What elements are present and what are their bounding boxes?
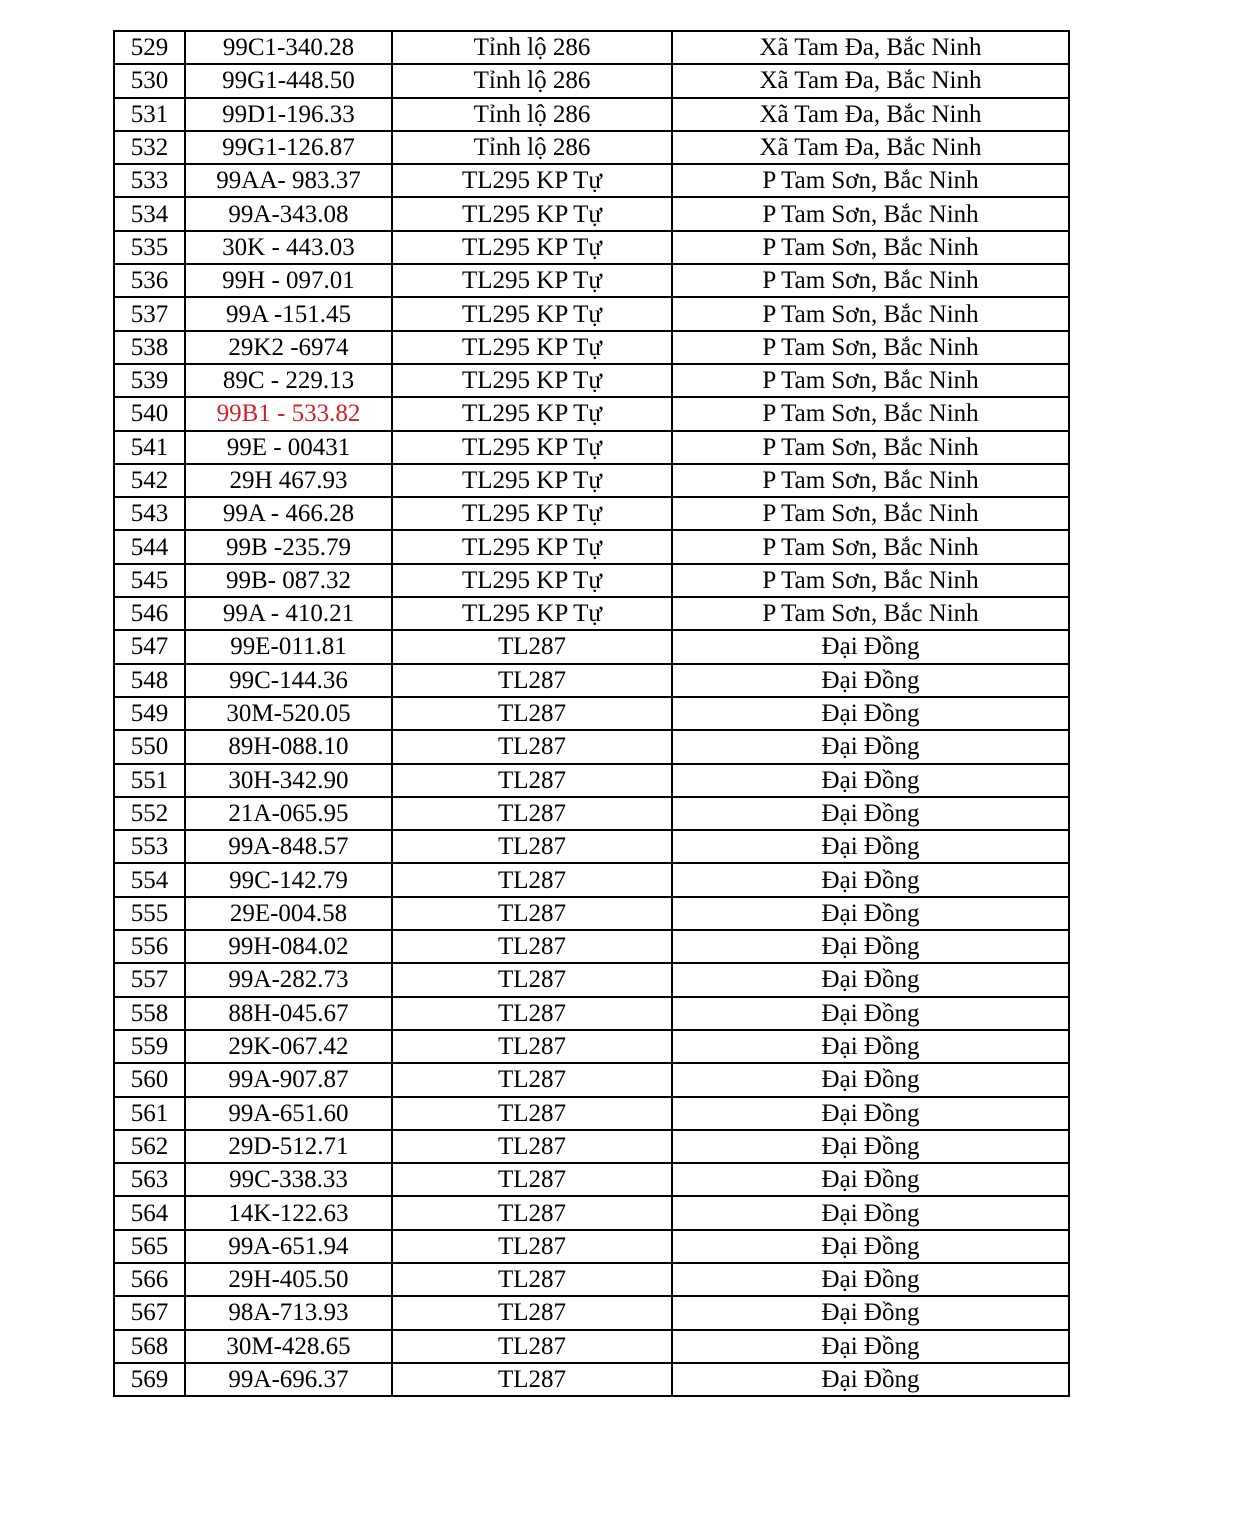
road-cell: TL287 — [392, 1230, 672, 1263]
road-cell: TL287 — [392, 1130, 672, 1163]
location-cell: Đại Đồng — [672, 797, 1069, 830]
row-number-cell: 534 — [114, 197, 185, 230]
table-row — [114, 564, 1069, 597]
license-plate-cell: 29H 467.93 — [185, 464, 392, 497]
license-plate-cell: 99A - 466.28 — [185, 497, 392, 530]
row-number-cell: 539 — [114, 364, 185, 397]
violations-table — [113, 30, 1070, 1397]
table-row — [114, 963, 1069, 996]
license-plate-cell: 99H - 097.01 — [185, 264, 392, 297]
license-plate-cell: 99B -235.79 — [185, 530, 392, 563]
table-row — [114, 797, 1069, 830]
license-plate-cell: 99E - 00431 — [185, 431, 392, 464]
row-number-cell: 544 — [114, 530, 185, 563]
row-number-cell: 533 — [114, 164, 185, 197]
road-cell: TL287 — [392, 897, 672, 930]
location-cell: Đại Đồng — [672, 997, 1069, 1030]
location-cell: Đại Đồng — [672, 1296, 1069, 1329]
table-row — [114, 664, 1069, 697]
document-page — [113, 30, 1070, 1397]
road-cell: Tỉnh lộ 286 — [392, 131, 672, 164]
row-number-cell: 547 — [114, 630, 185, 663]
row-number-cell: 540 — [114, 397, 185, 430]
location-cell: P Tam Sơn, Bắc Ninh — [672, 564, 1069, 597]
row-number-cell: 568 — [114, 1330, 185, 1363]
location-cell: Đại Đồng — [672, 730, 1069, 763]
row-number-cell: 567 — [114, 1296, 185, 1329]
row-number-cell: 536 — [114, 264, 185, 297]
table-row — [114, 897, 1069, 930]
road-cell: TL287 — [392, 930, 672, 963]
license-plate-cell: 14K-122.63 — [185, 1196, 392, 1229]
row-number-cell: 543 — [114, 497, 185, 530]
location-cell: Đại Đồng — [672, 830, 1069, 863]
row-number-cell: 554 — [114, 863, 185, 896]
table-row — [114, 1296, 1069, 1329]
road-cell: TL295 KP Tự — [392, 397, 672, 430]
location-cell: Đại Đồng — [672, 1230, 1069, 1263]
road-cell: TL295 KP Tự — [392, 164, 672, 197]
row-number-cell: 532 — [114, 131, 185, 164]
location-cell: Xã Tam Đa, Bắc Ninh — [672, 98, 1069, 131]
road-cell: TL295 KP Tự — [392, 331, 672, 364]
table-row — [114, 530, 1069, 563]
location-cell: P Tam Sơn, Bắc Ninh — [672, 364, 1069, 397]
row-number-cell: 556 — [114, 930, 185, 963]
license-plate-cell: 99A-343.08 — [185, 197, 392, 230]
license-plate-cell: 99D1-196.33 — [185, 98, 392, 131]
row-number-cell: 548 — [114, 664, 185, 697]
road-cell: TL287 — [392, 764, 672, 797]
road-cell: TL287 — [392, 1163, 672, 1196]
table-row — [114, 164, 1069, 197]
row-number-cell: 560 — [114, 1063, 185, 1096]
road-cell: TL295 KP Tự — [392, 264, 672, 297]
location-cell: P Tam Sơn, Bắc Ninh — [672, 597, 1069, 630]
location-cell: Đại Đồng — [672, 1063, 1069, 1096]
road-cell: TL287 — [392, 730, 672, 763]
table-row — [114, 497, 1069, 530]
license-plate-cell: 29E-004.58 — [185, 897, 392, 930]
license-plate-cell: 89C - 229.13 — [185, 364, 392, 397]
location-cell: P Tam Sơn, Bắc Ninh — [672, 397, 1069, 430]
location-cell: P Tam Sơn, Bắc Ninh — [672, 264, 1069, 297]
table-row — [114, 764, 1069, 797]
table-row — [114, 1030, 1069, 1063]
location-cell: Đại Đồng — [672, 930, 1069, 963]
table-row — [114, 131, 1069, 164]
road-cell: TL287 — [392, 1196, 672, 1229]
license-plate-cell: 99AA- 983.37 — [185, 164, 392, 197]
location-cell: P Tam Sơn, Bắc Ninh — [672, 331, 1069, 364]
road-cell: TL295 KP Tự — [392, 597, 672, 630]
road-cell: TL287 — [392, 797, 672, 830]
table-row — [114, 697, 1069, 730]
license-plate-cell: 99E-011.81 — [185, 630, 392, 663]
license-plate-cell: 29H-405.50 — [185, 1263, 392, 1296]
row-number-cell: 552 — [114, 797, 185, 830]
location-cell: P Tam Sơn, Bắc Ninh — [672, 231, 1069, 264]
license-plate-cell: 99C-144.36 — [185, 664, 392, 697]
road-cell: TL295 KP Tự — [392, 431, 672, 464]
license-plate-cell: 89H-088.10 — [185, 730, 392, 763]
road-cell: TL287 — [392, 1263, 672, 1296]
road-cell: TL287 — [392, 1296, 672, 1329]
row-number-cell: 531 — [114, 98, 185, 131]
row-number-cell: 535 — [114, 231, 185, 264]
row-number-cell: 551 — [114, 764, 185, 797]
road-cell: Tỉnh lộ 286 — [392, 98, 672, 131]
road-cell: TL287 — [392, 1030, 672, 1063]
table-row — [114, 630, 1069, 663]
location-cell: P Tam Sơn, Bắc Ninh — [672, 497, 1069, 530]
row-number-cell: 561 — [114, 1097, 185, 1130]
row-number-cell: 546 — [114, 597, 185, 630]
road-cell: TL295 KP Tự — [392, 564, 672, 597]
license-plate-cell: 99G1-126.87 — [185, 131, 392, 164]
row-number-cell: 553 — [114, 830, 185, 863]
road-cell: TL287 — [392, 863, 672, 896]
road-cell: TL287 — [392, 963, 672, 996]
road-cell: TL287 — [392, 697, 672, 730]
license-plate-cell: 99C1-340.28 — [185, 31, 392, 64]
road-cell: TL287 — [392, 1330, 672, 1363]
location-cell: P Tam Sơn, Bắc Ninh — [672, 431, 1069, 464]
table-row — [114, 1196, 1069, 1229]
location-cell: Đại Đồng — [672, 1363, 1069, 1396]
location-cell: P Tam Sơn, Bắc Ninh — [672, 530, 1069, 563]
row-number-cell: 530 — [114, 64, 185, 97]
road-cell: TL287 — [392, 1097, 672, 1130]
location-cell: P Tam Sơn, Bắc Ninh — [672, 464, 1069, 497]
row-number-cell: 541 — [114, 431, 185, 464]
license-plate-cell: 29K2 -6974 — [185, 331, 392, 364]
table-row — [114, 231, 1069, 264]
table-row — [114, 464, 1069, 497]
road-cell: TL295 KP Tự — [392, 297, 672, 330]
location-cell: Đại Đồng — [672, 1330, 1069, 1363]
location-cell: Xã Tam Đa, Bắc Ninh — [672, 131, 1069, 164]
license-plate-cell: 29D-512.71 — [185, 1130, 392, 1163]
table-row — [114, 1230, 1069, 1263]
location-cell: Đại Đồng — [672, 863, 1069, 896]
row-number-cell: 559 — [114, 1030, 185, 1063]
table-row — [114, 64, 1069, 97]
license-plate-cell: 99A-696.37 — [185, 1363, 392, 1396]
license-plate-cell: 21A-065.95 — [185, 797, 392, 830]
row-number-cell: 569 — [114, 1363, 185, 1396]
license-plate-cell: 30M-428.65 — [185, 1330, 392, 1363]
license-plate-cell: 99B1 - 533.82 — [185, 397, 392, 430]
table-row — [114, 1363, 1069, 1396]
license-plate-cell: 99A-848.57 — [185, 830, 392, 863]
table-row — [114, 1163, 1069, 1196]
license-plate-cell: 99C-338.33 — [185, 1163, 392, 1196]
table-row — [114, 1263, 1069, 1296]
road-cell: TL287 — [392, 1363, 672, 1396]
location-cell: Đại Đồng — [672, 697, 1069, 730]
road-cell: TL287 — [392, 830, 672, 863]
location-cell: P Tam Sơn, Bắc Ninh — [672, 164, 1069, 197]
table-row — [114, 197, 1069, 230]
table-row — [114, 863, 1069, 896]
location-cell: Đại Đồng — [672, 963, 1069, 996]
location-cell: P Tam Sơn, Bắc Ninh — [672, 297, 1069, 330]
table-row — [114, 331, 1069, 364]
license-plate-cell: 99A-651.60 — [185, 1097, 392, 1130]
location-cell: Đại Đồng — [672, 764, 1069, 797]
road-cell: TL295 KP Tự — [392, 530, 672, 563]
location-cell: Đại Đồng — [672, 1163, 1069, 1196]
table-row — [114, 397, 1069, 430]
table-row — [114, 597, 1069, 630]
license-plate-cell: 99C-142.79 — [185, 863, 392, 896]
road-cell: Tỉnh lộ 286 — [392, 64, 672, 97]
row-number-cell: 555 — [114, 897, 185, 930]
row-number-cell: 558 — [114, 997, 185, 1030]
license-plate-cell: 99B- 087.32 — [185, 564, 392, 597]
road-cell: TL295 KP Tự — [392, 197, 672, 230]
road-cell: TL287 — [392, 630, 672, 663]
road-cell: TL295 KP Tự — [392, 464, 672, 497]
table-row — [114, 930, 1069, 963]
license-plate-cell: 99H-084.02 — [185, 930, 392, 963]
row-number-cell: 537 — [114, 297, 185, 330]
row-number-cell: 566 — [114, 1263, 185, 1296]
road-cell: TL287 — [392, 997, 672, 1030]
license-plate-cell: 99A-651.94 — [185, 1230, 392, 1263]
table-row — [114, 730, 1069, 763]
row-number-cell: 529 — [114, 31, 185, 64]
row-number-cell: 563 — [114, 1163, 185, 1196]
table-row — [114, 830, 1069, 863]
location-cell: Đại Đồng — [672, 1196, 1069, 1229]
license-plate-cell: 30K - 443.03 — [185, 231, 392, 264]
row-number-cell: 565 — [114, 1230, 185, 1263]
road-cell: TL295 KP Tự — [392, 497, 672, 530]
row-number-cell: 549 — [114, 697, 185, 730]
row-number-cell: 545 — [114, 564, 185, 597]
row-number-cell: 550 — [114, 730, 185, 763]
location-cell: Đại Đồng — [672, 1097, 1069, 1130]
location-cell: Đại Đồng — [672, 664, 1069, 697]
row-number-cell: 538 — [114, 331, 185, 364]
table-body — [114, 31, 1069, 1396]
table-row — [114, 1063, 1069, 1096]
license-plate-cell: 99A-282.73 — [185, 963, 392, 996]
road-cell: Tỉnh lộ 286 — [392, 31, 672, 64]
road-cell: TL295 KP Tự — [392, 231, 672, 264]
row-number-cell: 557 — [114, 963, 185, 996]
location-cell: P Tam Sơn, Bắc Ninh — [672, 197, 1069, 230]
license-plate-cell: 29K-067.42 — [185, 1030, 392, 1063]
license-plate-cell: 99A - 410.21 — [185, 597, 392, 630]
location-cell: Xã Tam Đa, Bắc Ninh — [672, 31, 1069, 64]
table-row — [114, 297, 1069, 330]
row-number-cell: 564 — [114, 1196, 185, 1229]
license-plate-cell: 30M-520.05 — [185, 697, 392, 730]
license-plate-cell: 99G1-448.50 — [185, 64, 392, 97]
table-row — [114, 431, 1069, 464]
location-cell: Đại Đồng — [672, 1263, 1069, 1296]
row-number-cell: 542 — [114, 464, 185, 497]
location-cell: Đại Đồng — [672, 630, 1069, 663]
road-cell: TL287 — [392, 664, 672, 697]
table-row — [114, 364, 1069, 397]
table-row — [114, 31, 1069, 64]
table-row — [114, 264, 1069, 297]
location-cell: Đại Đồng — [672, 897, 1069, 930]
road-cell: TL287 — [392, 1063, 672, 1096]
table-row — [114, 1330, 1069, 1363]
road-cell: TL295 KP Tự — [392, 364, 672, 397]
table-row — [114, 997, 1069, 1030]
table-row — [114, 1130, 1069, 1163]
license-plate-cell: 99A-907.87 — [185, 1063, 392, 1096]
row-number-cell: 562 — [114, 1130, 185, 1163]
table-row — [114, 98, 1069, 131]
license-plate-cell: 30H-342.90 — [185, 764, 392, 797]
location-cell: Đại Đồng — [672, 1030, 1069, 1063]
table-row — [114, 1097, 1069, 1130]
license-plate-cell: 98A-713.93 — [185, 1296, 392, 1329]
license-plate-cell: 88H-045.67 — [185, 997, 392, 1030]
location-cell: Xã Tam Đa, Bắc Ninh — [672, 64, 1069, 97]
license-plate-cell: 99A -151.45 — [185, 297, 392, 330]
location-cell: Đại Đồng — [672, 1130, 1069, 1163]
